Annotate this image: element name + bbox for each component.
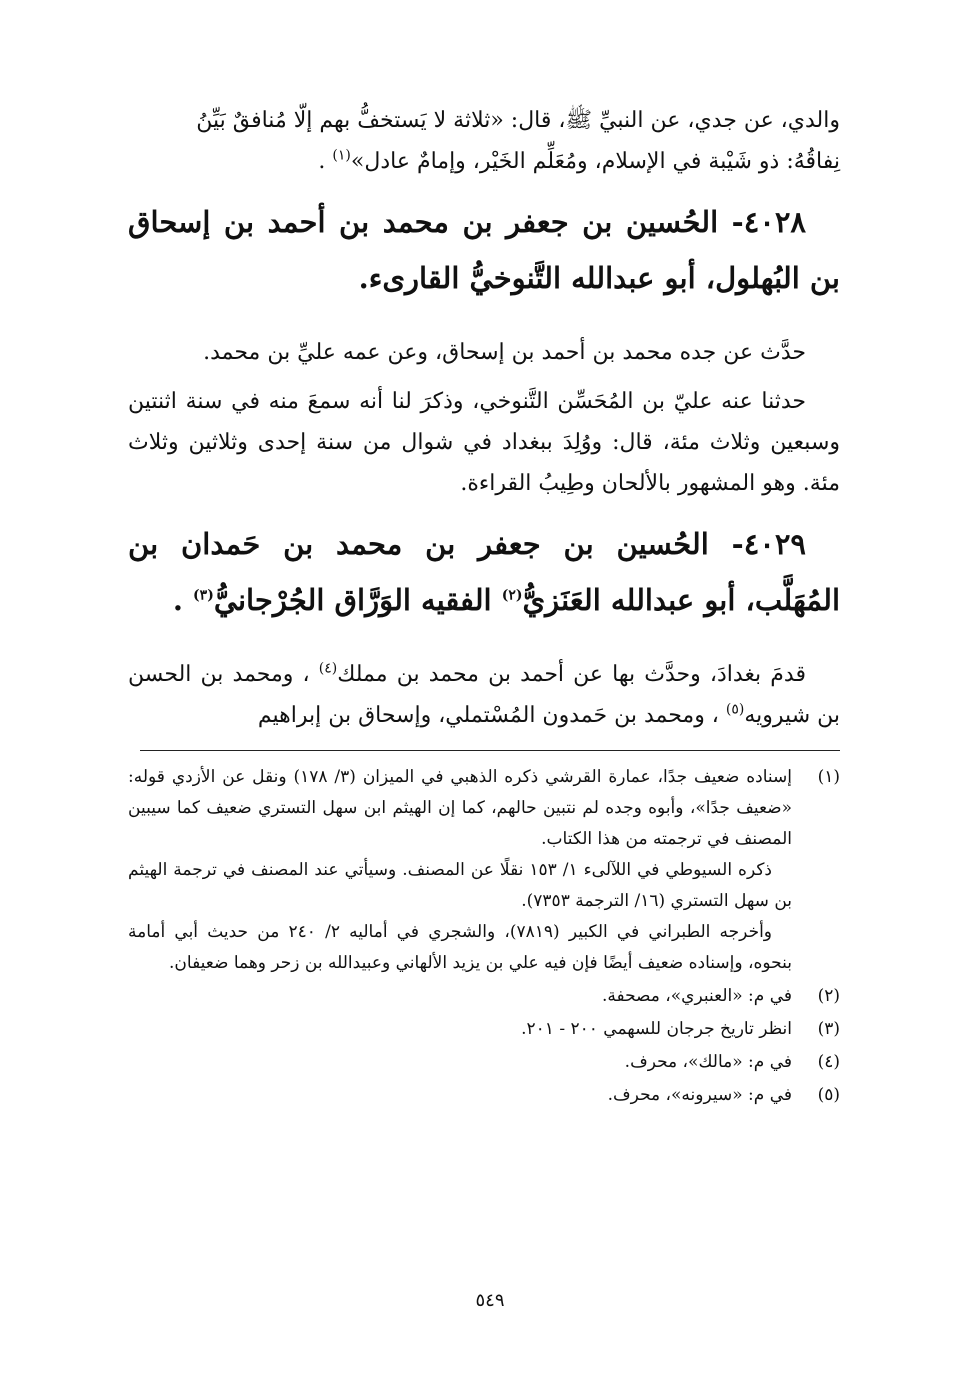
hadith-line-2: نِفاقُهُ: ذو شَيْبة في الإسلام، ومُعَلِّم الخَيْر، وإمامٌ عادل» [350, 149, 840, 174]
heading-4029-part-2: الفقيه الوَرَّاق الجُرْجانيُّ [213, 583, 502, 617]
footnote-3-text: انظر تاريخ جرجان للسهمي ٢٠٠ - ٢٠١. [521, 1019, 792, 1039]
footnote-separator [140, 750, 840, 751]
footnote-ref-4[interactable]: (٤) [318, 660, 338, 677]
footnote-4-text: في م: «مالك»، محرف. [624, 1052, 792, 1072]
arrival-text-2: ، ومحمد بن الحسن بن شيرويه [128, 662, 840, 728]
punctuation: . [318, 149, 333, 174]
footnote-ref-1[interactable]: (١) [332, 147, 351, 164]
footnote-5-text: في م: «سيرونه»، محرف. [607, 1085, 792, 1105]
paragraph-narration: حدَّث عن جده محمد بن أحمد بن إسحاق، وعن عمه عليِّ بن محمد. [203, 340, 806, 365]
paragraph-arrival [128, 654, 840, 736]
footnote-number: (١) [817, 767, 840, 787]
footnote-number: (٥) [817, 1085, 840, 1105]
footnote-5 [128, 1080, 840, 1111]
footnote-1-para-3: وأخرجه الطبراني في الكبير (٧٨١٩)، والشجري في أماليه ٢/ ٢٤٠ من حديث أبي أمامة بنحوه، وإسناده ضعيف أيضًا فإن فيه علي بن يزيد الألهاني وعبيدالله بن زحر وهما ضعيفان. [128, 922, 792, 973]
footnote-2-text: في م: «العنبري»، مصحفة. [601, 986, 792, 1006]
footnote-ref-2[interactable]: (٢) [501, 587, 523, 604]
entry-heading-4029 [128, 516, 840, 628]
footnote-number: (٤) [817, 1052, 840, 1072]
footnote-1 [128, 762, 840, 979]
arrival-text-3: ، ومحمد بن حَمدون المُسْتملي، وإسحاق بن إبراهيم [257, 703, 726, 728]
footnote-number: (٢) [817, 986, 840, 1006]
main-text [128, 100, 840, 736]
footnote-ref-3[interactable]: (٣) [193, 587, 214, 604]
paragraph-hadith [128, 100, 840, 182]
footnote-ref-5[interactable]: (٥) [725, 701, 745, 718]
punctuation: . [172, 583, 194, 617]
footnotes [128, 762, 840, 1111]
heading-4029-part-1: ٤٠٢٩- الحُسين بن جعفر بن محمد بن حَمدان بن المُهَلَّب، أبو عبدالله العَنَزيُّ [128, 527, 840, 617]
footnote-4 [128, 1047, 840, 1078]
arrival-text-1: قدمَ بغدادَ، وحدَّث بها عن أحمد بن محمد بن مملك [337, 662, 806, 687]
footnote-2 [128, 981, 840, 1012]
entry-heading-4028: ٤٠٢٨- الحُسين بن جعفر بن محمد بن أحمد بن إسحاق بن البُهلول، أبو عبدالله التَّنوخيُّ القارىء. [128, 205, 840, 295]
footnote-3 [128, 1014, 840, 1045]
footnote-1-para-1: إسناده ضعيف جدًا، عمارة القرشي ذكره الذهبي في الميزان (٣/ ١٧٨) ونقل عن الأزدي قوله: «ضعيف جدًا»، وأبوه وجده لم نتبين حالهم، كما إن الهيثم ابن سهل التستري ضعيف كما سيبين المصنف في ترجمته من هذا الكتاب. [128, 767, 793, 849]
hadith-line-1: والدي، عن جدي، عن النبيِّ ﷺ، قال: «ثلاثة لا يَستخفُّ بهم إلّا مُنافقٌ بَيِّنُ [196, 108, 840, 133]
footnote-1-para-2: ذكره السيوطي في اللآلىء ١/ ١٥٣ نقلًا عن المصنف. وسيأتي عند المصنف في ترجمة الهيثم بن سهل التستري (١٦/ الترجمة ٧٣٥٣). [128, 860, 792, 911]
paragraph-biography: حدثنا عنه عليّ بن المُحَسِّن التَّنوخي، وذكرَ لنا أنه سمعَ منه في سنة اثنتين وسبعين وثلاث مئة، قال: ووُلِدَ ببغداد في شوال من سنة إحدى وثلاثين وثلاث مئة. وهو المشهور بالألحان وطِيبُ القراءة. [128, 389, 840, 496]
page-number: ٥٤٩ [475, 1290, 505, 1311]
footnote-number: (٣) [817, 1019, 840, 1039]
